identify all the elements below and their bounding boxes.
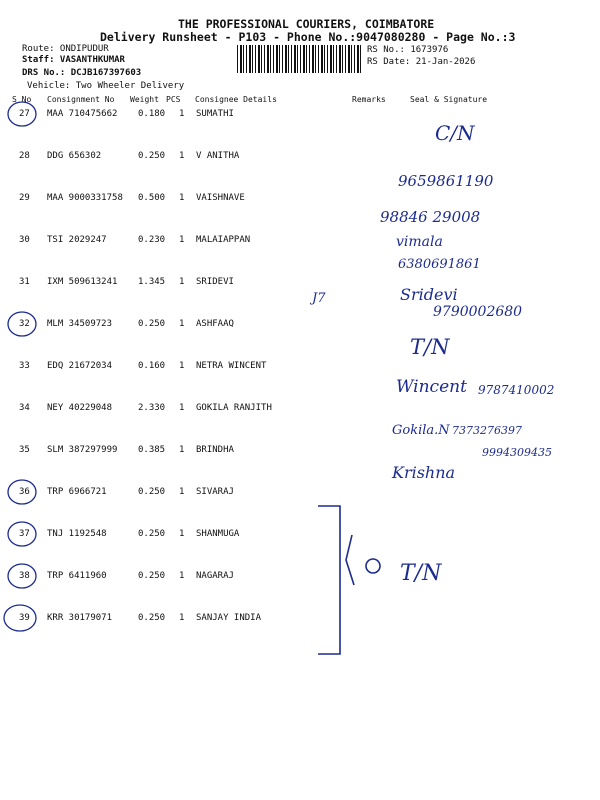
row-consignment: NEY 40229048 (47, 403, 113, 413)
signature-36-39: T/N (400, 561, 442, 586)
row-consignee: SUMATHI (196, 109, 234, 119)
row-weight: 0.230 (138, 235, 166, 245)
row-sno: 38 (19, 571, 30, 581)
table-row (0, 109, 600, 123)
row-weight: 0.250 (138, 529, 166, 539)
col-consignment: Consignment No (47, 95, 115, 104)
row-pcs: 1 (179, 235, 185, 245)
col-remarks: Remarks (352, 95, 386, 104)
runsheet-title: Delivery Runsheet - P103 - Phone No.:9047080280 - Page No.:3 (100, 30, 516, 44)
row-consignee: SRIDEVI (196, 277, 234, 287)
row-consignment: DDG 656302 (47, 151, 102, 161)
row-consignment: MLM 34509723 (47, 319, 113, 329)
row-consignee: SHANMUGA (196, 529, 240, 539)
row-pcs: 1 (179, 529, 185, 539)
table-row (0, 445, 600, 459)
row-weight: 0.250 (138, 613, 166, 623)
row-sno: 29 (19, 193, 30, 203)
row-weight: 0.250 (138, 319, 166, 329)
row-pcs: 1 (179, 277, 185, 287)
row-weight: 0.500 (138, 193, 166, 203)
row-sno: 28 (19, 151, 30, 161)
signature-32: T/N (410, 335, 450, 359)
row-sno: 27 (19, 109, 30, 119)
rs-date: RS Date: 21-Jan-2026 (367, 57, 476, 67)
col-weight: Weight (130, 95, 159, 104)
row-consignee: ASHFAAQ (196, 319, 234, 329)
drs-number: DRS No.: DCJB167397603 (22, 68, 142, 78)
row-pcs: 1 (179, 151, 185, 161)
row-weight: 0.180 (138, 109, 166, 119)
row-pcs: 1 (179, 403, 185, 413)
row-consignment: EDQ 21672034 (47, 361, 113, 371)
row-consignment: TSI 2029247 (47, 235, 107, 245)
row-pcs: 1 (179, 487, 185, 497)
table-row (0, 613, 600, 627)
row-consignment: KRR 30179071 (47, 613, 113, 623)
row-sno: 39 (19, 613, 30, 623)
table-row (0, 361, 600, 375)
staff: Staff: VASANTHKUMAR (22, 55, 125, 65)
route: Route: ONDIPUDUR (22, 44, 109, 54)
row-weight: 1.345 (138, 277, 166, 287)
table-row (0, 403, 600, 417)
row-consignee: SANJAY INDIA (196, 613, 262, 623)
table-row (0, 487, 600, 501)
remark-31: J7 (312, 291, 326, 306)
row-sno: 31 (19, 277, 30, 287)
row-sno: 33 (19, 361, 30, 371)
signature-31-phone: 9790002680 (433, 304, 523, 320)
col-sno: S No (12, 95, 32, 104)
row-sno: 35 (19, 445, 30, 455)
row-consignee: NAGARAJ (196, 571, 234, 581)
row-weight: 0.250 (138, 487, 166, 497)
table-row (0, 193, 600, 207)
row-sno: 30 (19, 235, 30, 245)
signature-33-phone: 9787410002 (478, 383, 555, 397)
row-sno: 37 (19, 529, 30, 539)
row-pcs: 1 (179, 361, 185, 371)
company-name: THE PROFESSIONAL COURIERS, COIMBATORE (178, 17, 435, 31)
signature-30-name: vimala (396, 234, 443, 250)
col-consignee: Consignee Details (195, 95, 277, 104)
row-consignment: SLM 387297999 (47, 445, 118, 455)
table-row (0, 529, 600, 543)
row-pcs: 1 (179, 109, 185, 119)
signature-31-name: Sridevi (400, 285, 458, 304)
row-weight: 2.330 (138, 403, 166, 413)
row-weight: 0.250 (138, 151, 166, 161)
row-sno: 32 (19, 319, 30, 329)
signature-34-phone: 7373276397 (452, 424, 522, 437)
row-pcs: 1 (179, 193, 185, 203)
col-pcs: PCS (166, 95, 181, 104)
row-weight: 0.385 (138, 445, 166, 455)
row-consignment: MAA 9000331758 (47, 193, 123, 203)
row-consignment: IXM 509613241 (47, 277, 118, 287)
row-weight: 0.160 (138, 361, 166, 371)
signature-27: C/N (435, 121, 475, 145)
barcode (237, 45, 363, 73)
signature-29: 98846 29008 (380, 208, 481, 226)
signature-34-name: Gokila.N (392, 423, 450, 438)
signature-35-phone: 9994309435 (482, 446, 552, 459)
col-seal-signature: Seal & Signature (410, 95, 488, 104)
row-pcs: 1 (179, 319, 185, 329)
rs-number: RS No.: 1673976 (367, 45, 449, 55)
row-consignee: VAISHNAVE (196, 193, 245, 203)
row-consignment: TRP 6411960 (47, 571, 107, 581)
row-consignee: SIVARAJ (196, 487, 234, 497)
row-weight: 0.250 (138, 571, 166, 581)
table-row (0, 571, 600, 585)
signature-33-name: Wincent (396, 377, 467, 397)
vehicle: Vehicle: Two Wheeler Delivery (27, 81, 185, 91)
row-consignee: V ANITHA (196, 151, 240, 161)
row-consignment: MAA 710475662 (47, 109, 118, 119)
row-consignment: TRP 6966721 (47, 487, 107, 497)
signature-35-name: Krishna (392, 463, 456, 482)
row-consignee: GOKILA RANJITH (196, 403, 272, 413)
table-row (0, 151, 600, 165)
row-pcs: 1 (179, 571, 185, 581)
row-pcs: 1 (179, 613, 185, 623)
signature-28: 9659861190 (398, 172, 494, 190)
table-row (0, 277, 600, 291)
row-consignment: TNJ 1192548 (47, 529, 107, 539)
row-sno: 34 (19, 403, 30, 413)
table-row (0, 235, 600, 249)
row-consignee: NETRA WINCENT (196, 361, 267, 371)
row-sno: 36 (19, 487, 30, 497)
row-pcs: 1 (179, 445, 185, 455)
row-consignee: BRINDHA (196, 445, 234, 455)
table-row (0, 319, 600, 333)
signature-30-phone: 6380691861 (398, 257, 481, 272)
row-consignee: MALAIAPPAN (196, 235, 251, 245)
